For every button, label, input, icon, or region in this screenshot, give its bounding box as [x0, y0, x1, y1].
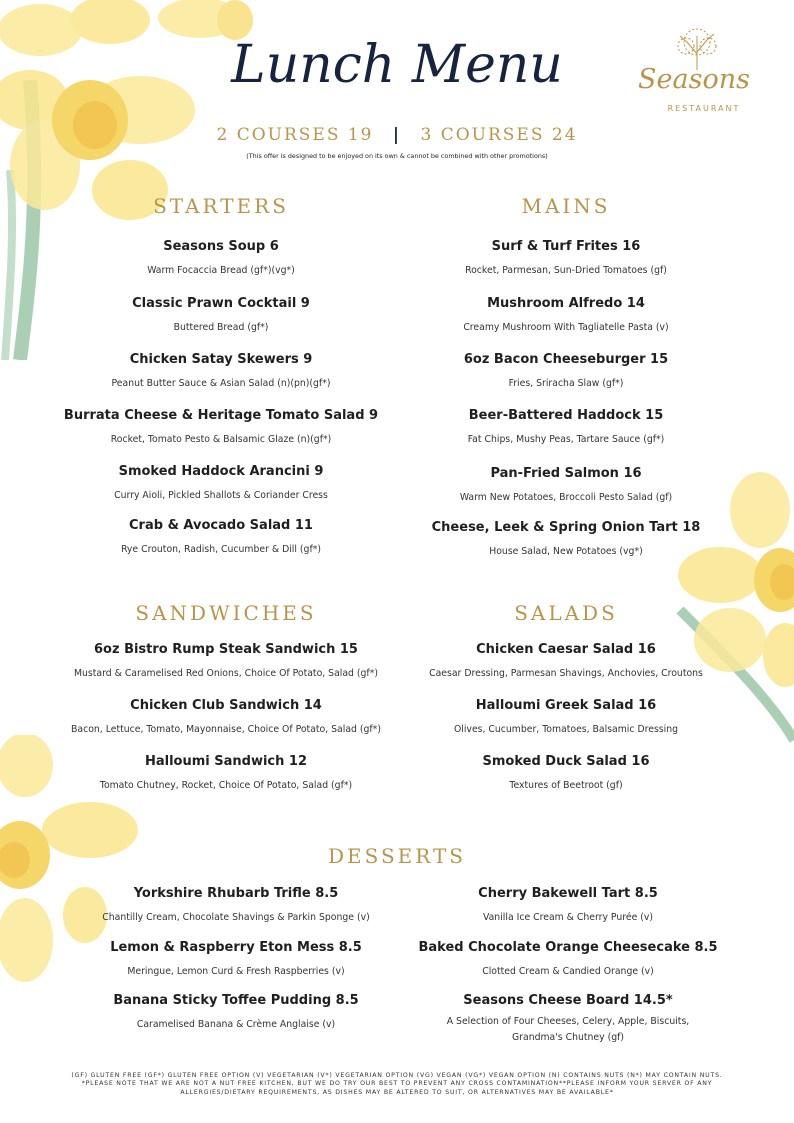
starter-item [40, 408, 402, 448]
dish-name: Halloumi Sandwich 12 [144, 754, 308, 769]
dish-desc: Warm New Potatoes, Broccoli Pesto Salad (gf) [459, 492, 673, 503]
pricing-divider: | [392, 125, 402, 145]
starter-item [40, 518, 402, 558]
dish-desc: Vanilla Ice Cream & Cherry Purée (v) [482, 912, 654, 923]
logo-subtitle: RESTAURANT [667, 104, 741, 113]
dish-desc: Buttered Bread (gf*) [173, 322, 269, 333]
dish-desc: Rye Crouton, Radish, Cucumber & Dill (gf*) [120, 544, 322, 555]
dessert-item [410, 940, 726, 980]
dish-name: Crab & Avocado Salad 11 [129, 518, 313, 533]
allergen-footer: (GF) GLUTEN FREE (GF*) GLUTEN FREE OPTION (V) VEGETARIAN (V*) VEGETARIAN OPTION (VG) VEGAN (VG*) VEGAN OPTION (N) CONTAINS NUTS (N*) MAY CONTAIN NUTS. *PLEASE NOTE THAT WE ARE NOT A NUT FREE KITCHEN, BUT WE DO TRY OUR BEST TO PREVENT ANY CROSS CONTAMINATION**PLEASE INFORM YOUR SERVER OF ANY ALLERGIES/DIETARY REQUIREMENTS, AS DISHES MAY BE ALTERED TO SUIT, OR ALTERNATIVES MAY BE AVAILABLE* [71, 1072, 723, 1096]
dish-desc: Caesar Dressing, Parmesan Shavings, Anchovies, Croutons [429, 668, 703, 679]
dish-desc: Meringue, Lemon Curd & Fresh Raspberries (v) [127, 966, 345, 977]
dish-name: Yorkshire Rhubarb Trifle 8.5 [133, 886, 339, 901]
dish-name: Seasons Cheese Board 14.5* [463, 993, 673, 1008]
main-item [410, 239, 722, 279]
salad-item [410, 698, 722, 738]
dish-name: 6oz Bacon Cheeseburger 15 [463, 352, 669, 367]
dish-desc: A Selection of Four Cheeses, Celery, Apple, Biscuits, Grandma's Chutney (gf) [446, 1016, 690, 1043]
mains-heading: MAINS [521, 194, 611, 218]
salad-item [410, 642, 722, 682]
dish-name: Chicken Caesar Salad 16 [476, 642, 656, 657]
dessert-item [60, 940, 412, 980]
main-item [410, 296, 722, 336]
dish-desc: Mustard & Caramelised Red Onions, Choice Of Potato, Salad (gf*) [74, 668, 378, 679]
offer-note: (This offer is designed to be enjoyed on its own & cannot be combined with other promotions) [246, 152, 548, 160]
dish-desc: Warm Focaccia Bread (gf*)(vg*) [147, 265, 295, 276]
pricing-two-courses: 2 COURSES 19 [216, 125, 374, 145]
sandwiches-heading: SANDWICHES [135, 601, 317, 625]
dish-name: Chicken Satay Skewers 9 [129, 352, 313, 367]
dish-desc: Fries, Sriracha Slaw (gf*) [508, 378, 624, 389]
dish-name: Banana Sticky Toffee Pudding 8.5 [113, 993, 359, 1008]
starter-item [40, 239, 402, 279]
sandwich-item [40, 698, 412, 738]
dish-name: Seasons Soup 6 [163, 239, 279, 254]
main-item [410, 408, 722, 448]
dish-name: Classic Prawn Cocktail 9 [132, 296, 310, 311]
sandwich-item [40, 754, 412, 794]
dish-desc: Tomato Chutney, Rocket, Choice Of Potato, Salad (gf*) [99, 780, 353, 791]
dessert-item [440, 993, 696, 1046]
dish-desc: Creamy Mushroom With Tagliatelle Pasta (v) [463, 322, 669, 333]
dish-desc: Chantilly Cream, Chocolate Shavings & Parkin Sponge (v) [102, 912, 370, 923]
sandwich-item [40, 642, 412, 682]
dish-name: Burrata Cheese & Heritage Tomato Salad 9 [63, 408, 379, 423]
restaurant-logo [632, 28, 756, 120]
dish-name: Cheese, Leek & Spring Onion Tart 18 [431, 520, 701, 535]
dessert-item [410, 886, 726, 926]
dish-desc: Bacon, Lettuce, Tomato, Mayonnaise, Choice Of Potato, Salad (gf*) [71, 724, 381, 735]
dish-name: 6oz Bistro Rump Steak Sandwich 15 [94, 642, 358, 657]
dish-desc: Fat Chips, Mushy Peas, Tartare Sauce (gf*) [467, 434, 665, 445]
pricing-line [180, 125, 614, 145]
main-item [410, 520, 722, 560]
dish-desc: Curry Aioli, Pickled Shallots & Coriander Cress [114, 490, 328, 501]
dish-name: Mushroom Alfredo 14 [487, 296, 645, 311]
dish-desc: Peanut Butter Sauce & Asian Salad (n)(pn)(gf*) [111, 378, 331, 389]
starter-item [40, 352, 402, 392]
dish-name: Baked Chocolate Orange Cheesecake 8.5 [418, 940, 718, 955]
dish-name: Lemon & Raspberry Eton Mess 8.5 [110, 940, 362, 955]
desserts-heading: DESSERTS [327, 844, 467, 868]
salad-item [410, 754, 722, 794]
dessert-item [60, 993, 412, 1033]
dish-name: Beer-Battered Haddock 15 [468, 408, 664, 423]
dish-desc: Caramelised Banana & Crème Anglaise (v) [136, 1019, 336, 1030]
dish-desc: Olives, Cucumber, Tomatoes, Balsamic Dressing [453, 724, 679, 735]
starter-item [40, 464, 402, 504]
starters-heading: STARTERS [153, 194, 289, 218]
dish-name: Halloumi Greek Salad 16 [475, 698, 657, 713]
dish-name: Smoked Duck Salad 16 [482, 754, 650, 769]
main-item [410, 466, 722, 506]
dish-desc: Clotted Cream & Candied Orange (v) [482, 966, 654, 977]
logo-script: Seasons [638, 64, 750, 95]
dish-name: Cherry Bakewell Tart 8.5 [478, 886, 658, 901]
dish-name: Surf & Turf Frites 16 [491, 239, 641, 254]
dish-name: Smoked Haddock Arancini 9 [118, 464, 324, 479]
salads-heading: SALADS [514, 601, 618, 625]
pricing-three-courses: 3 COURSES 24 [420, 125, 578, 145]
dish-desc: Rocket, Parmesan, Sun-Dried Tomatoes (gf) [465, 265, 667, 276]
dessert-item [60, 886, 412, 926]
main-item [410, 352, 722, 392]
dish-desc: House Salad, New Potatoes (vg*) [489, 546, 643, 557]
starter-item [40, 296, 402, 336]
dish-desc: Rocket, Tomato Pesto & Balsamic Glaze (n)(gf*) [110, 434, 332, 445]
dish-name: Chicken Club Sandwich 14 [130, 698, 322, 713]
dish-name: Pan-Fried Salmon 16 [490, 466, 642, 481]
dish-desc: Textures of Beetroot (gf) [509, 780, 623, 791]
menu-title: Lunch Menu [231, 35, 563, 95]
